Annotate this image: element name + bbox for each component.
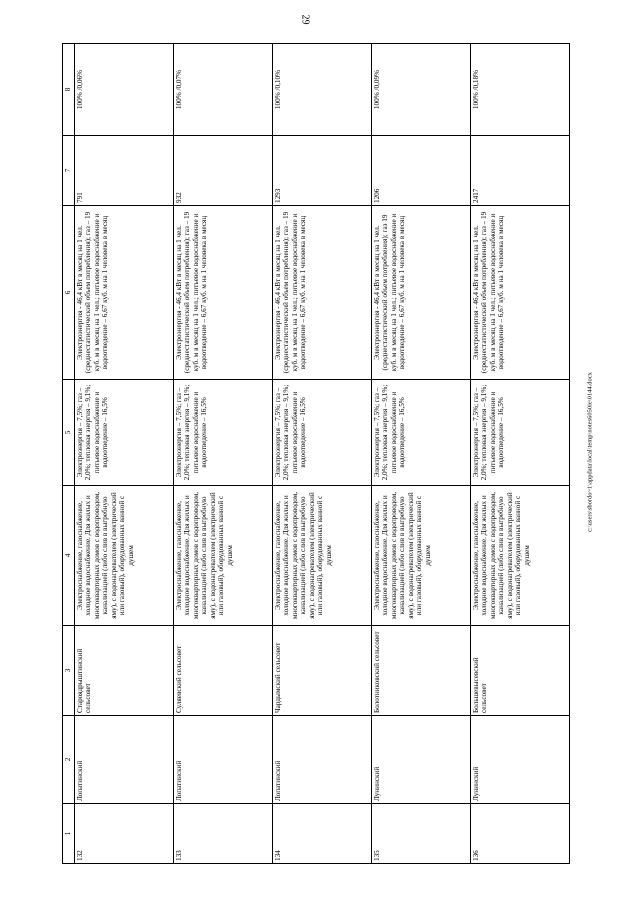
council-cell: Суляевский сельсовет	[174, 626, 273, 716]
table-row	[75, 44, 174, 864]
council-cell: Большевысевский сельсовет	[471, 626, 570, 716]
rotated-table-container	[62, 44, 574, 864]
col-header: 5	[63, 380, 75, 486]
row-number: 132	[75, 804, 174, 864]
district-cell: Лопатинский	[75, 716, 174, 804]
share-cell: 100% /0,18%	[471, 44, 570, 136]
col-header: 7	[63, 136, 75, 206]
share-cell: 100% /0,10%	[273, 44, 372, 136]
volume-cell: Электроэнергия - 46,4 кВт в месяц на 1 чел. (среднестатистический объем потребления); газ – 19 куб. м в месяц на 1 чел.; питьевое водоснабжение и водоотведение – 6,67 куб. м на 1 человека в месяц	[273, 206, 372, 380]
table-row	[273, 44, 372, 864]
col-header: 3	[63, 626, 75, 716]
population-cell: 932	[174, 136, 273, 206]
growth-cell: Электроэнергия – 7,5%; газ – 2,0%; тепловая энергия – 9,1%; питьевое водоснабжение и водоотведение – 16,5%	[372, 380, 471, 486]
population-cell: 1293	[273, 136, 372, 206]
council-cell: Староядрыштинский сельсовет	[75, 626, 174, 716]
district-cell: Лунинский	[471, 716, 570, 804]
services-cell: Электроснабжение, газоснабжение, холодное водоснабжение. Для жилых и многоквартирных домов с водопроводом, канализацией (либо слив в выгребную яму), с водонагревателем (электрический или газовый), оборудованных ванной с душем	[372, 486, 471, 626]
district-cell: Лунинский	[372, 716, 471, 804]
table-header-row	[63, 44, 75, 864]
footer-path: c:\users\sbordo~1\appdata\local\temp\notes6050ie\0144.docx	[586, 372, 594, 532]
share-cell: 100% /0,09%	[372, 44, 471, 136]
col-header: 1	[63, 804, 75, 864]
district-cell: Лопатинский	[174, 716, 273, 804]
col-header: 2	[63, 716, 75, 804]
col-header: 4	[63, 486, 75, 626]
services-cell: Электроснабжение, газоснабжение, холодное водоснабжение. Для жилых и многоквартирных домов с водопроводом, канализацией (либо слив в выгребную яму), с водонагревателем (электрический или газовый), оборудованных ванной с душем	[273, 486, 372, 626]
table-row	[471, 44, 570, 864]
population-cell: 1206	[372, 136, 471, 206]
row-number: 135	[372, 804, 471, 864]
population-cell: 2417	[471, 136, 570, 206]
row-number: 133	[174, 804, 273, 864]
page-number: 29	[299, 14, 311, 25]
table-row	[372, 44, 471, 864]
row-number: 134	[273, 804, 372, 864]
col-header: 8	[63, 44, 75, 136]
services-cell: Электроснабжение, газоснабжение, холодное водоснабжение. Для жилых и многоквартирных домов с водопроводом, канализацией (либо слив в выгребную яму), с водонагревателем (электрический или газовый), оборудованных ванной с душем	[75, 486, 174, 626]
volume-cell: Электроэнергия - 46,4 кВт в месяц на 1 чел. (среднестатистический объем потребления); газ – 19 куб. м в месяц на 1 чел.; питьевое водоснабжение и водоотведение – 6,67 куб. м на 1 человека в месяц	[174, 206, 273, 380]
district-cell: Лопатинский	[273, 716, 372, 804]
col-header: 6	[63, 206, 75, 380]
row-number: 136	[471, 804, 570, 864]
population-cell: 791	[75, 136, 174, 206]
council-cell: Чардымский сельсовет	[273, 626, 372, 716]
growth-cell: Электроэнергия – 7,5%; газ – 2,0%; тепловая энергия – 9,1%; питьевое водоснабжение и водоотведение – 16,5%	[471, 380, 570, 486]
data-table	[62, 43, 570, 864]
volume-cell: Электроэнергия - 46,4 кВт в месяц на 1 чел. (среднестатистический объем потребления); газ 19 куб. м в месяц на 1 чел.; питьевое водоснабжение и водоотведение – 6,67 куб. м на 1 человека в месяц	[372, 206, 471, 380]
volume-cell: Электроэнергия - 46,4 кВт в месяц на 1 чел. (среднестатистический объем потребления); газ – 19 куб. м в месяц на 1 чел.; питьевое водоснабжение и водоотведение – 6,67 куб. м на 1 человека в месяц	[75, 206, 174, 380]
services-cell: Электроснабжение, газоснабжение, холодное водоснабжение. Для жилых и многоквартирных домов с водопроводом, канализацией (либо слив в выгребную яму), с водонагревателем (электрический или газовый), оборудованных ванной с душем	[471, 486, 570, 626]
services-cell: Электроснабжение, газоснабжение, холодное водоснабжение. Для жилых и многоквартирных домов с водопроводом, канализацией (либо слив в выгребную яму), с водонагревателем (электрический или газовый), оборудованных ванной с душем	[174, 486, 273, 626]
table-row	[174, 44, 273, 864]
volume-cell: Электроэнергия - 46,4 кВт в месяц на 1 чел. (среднестатистический объем потребления); газ – 19 куб. м в месяц на 1 чел.; питьевое водоснабжение и водоотведение – 6,67 куб. м на 1 человека в месяц	[471, 206, 570, 380]
growth-cell: Электроэнергия – 7,5%; газ – 2,0%; тепловая энергия – 9,1%; питьевое водоснабжение и водоотведение – 16,5%	[75, 380, 174, 486]
council-cell: Болотниковский сельсовет	[372, 626, 471, 716]
share-cell: 100% /0,06%	[75, 44, 174, 136]
share-cell: 100% /0,07%	[174, 44, 273, 136]
growth-cell: Электроэнергия – 7,5%; газ – 2,0%; тепловая энергия – 9,1%; питьевое водоснабжение и водоотведение – 16,5%	[273, 380, 372, 486]
growth-cell: Электроэнергия – 7,5%; газ – 2,0%; тепловая энергия – 9,1%; питьевое водоснабжение и водоотведение – 16,5%	[174, 380, 273, 486]
